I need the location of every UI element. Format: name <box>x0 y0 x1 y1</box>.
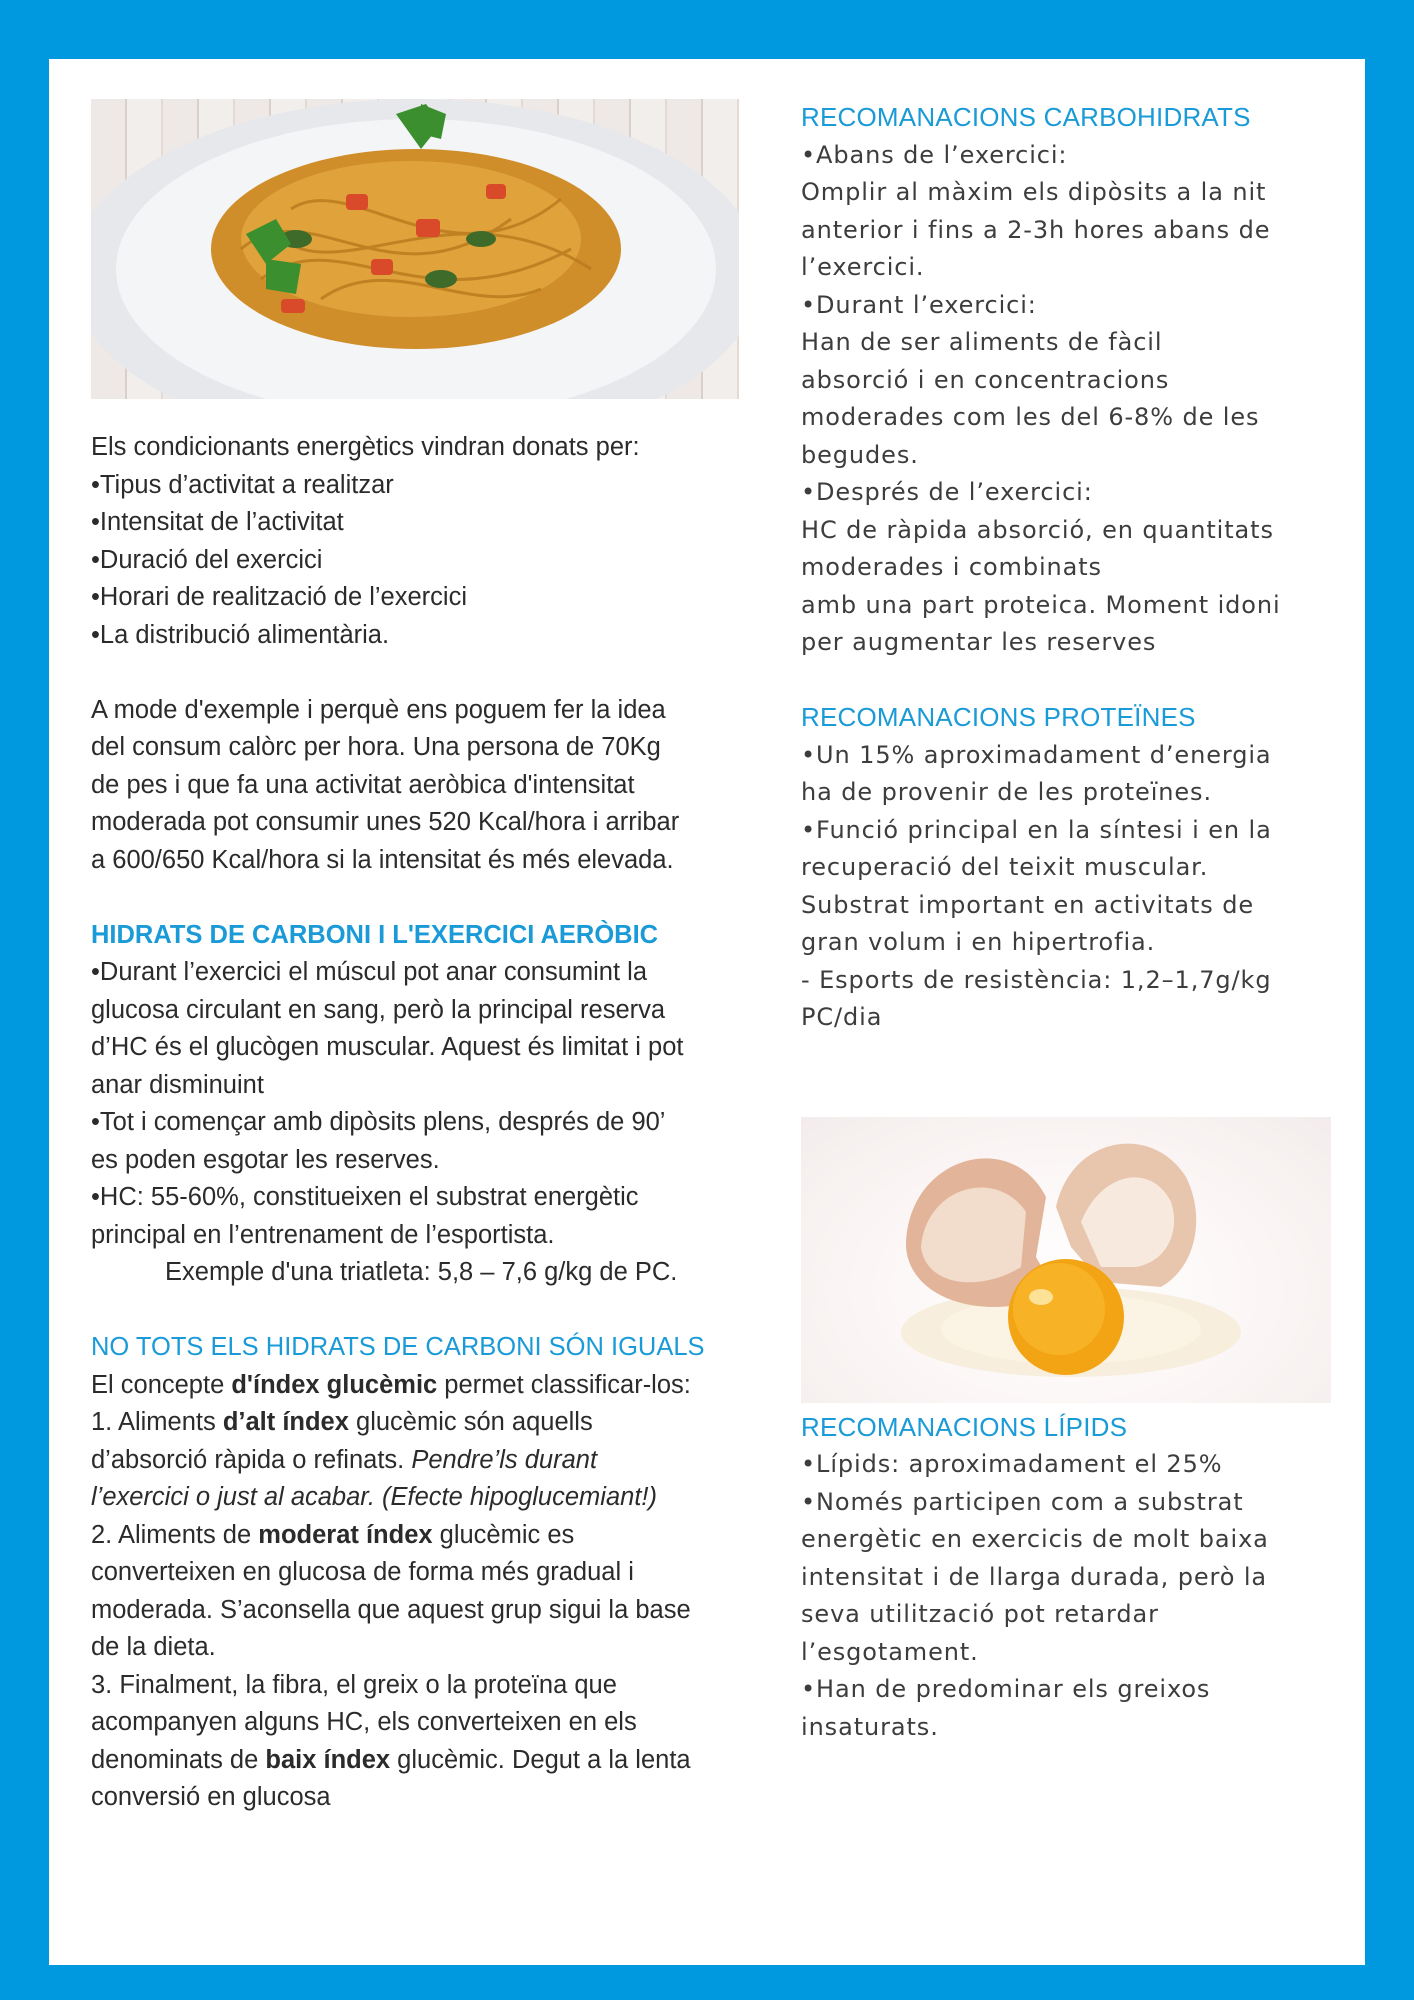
gi-section-title: NO TOTS ELS HIDRATS DE CARBONI SÓN IGUALS <box>91 1333 705 1361</box>
hc-line: •Tot i començar amb dipòsits plens, després de 90’ <box>91 1108 666 1136</box>
hc-line: •HC: 55-60%, constitueixen el substrat energètic <box>91 1183 639 1211</box>
carb-line: begudes. <box>801 440 919 469</box>
example-line: moderada pot consumir unes 520 Kcal/hora i arribar <box>91 808 680 836</box>
gi-line: moderada. S’aconsella que aquest grup sigui la base <box>91 1595 691 1624</box>
prot-line: gran volum i en hipertrofia. <box>801 928 1156 956</box>
carb-line: Omplir al màxim els dipòsits a la nit <box>801 178 1267 206</box>
lip-line: insaturats. <box>801 1712 939 1741</box>
egg-illustration <box>801 1117 1331 1403</box>
example-line: del consum calòrc per hora. Una persona de 70Kg <box>91 733 661 761</box>
prot-line: •Un 15% aproximadament d’energia <box>801 740 1272 769</box>
pasta-plate-photo <box>91 99 739 399</box>
prot-line: recuperació del teixit muscular. <box>801 853 1209 881</box>
lip-line: •Han de predominar els greixos <box>801 1675 1211 1703</box>
intro-bullet: •Intensitat de l’activitat <box>91 508 344 536</box>
intro-bullet: •Duració del exercici <box>91 545 323 574</box>
lip-line: •Lípids: aproximadament el 25% <box>801 1450 1223 1478</box>
carb-line: anterior i fins a 2-3h hores abans de <box>801 215 1271 244</box>
prot-line: ha de provenir de les proteïnes. <box>801 778 1212 806</box>
gi-line: 3. Finalment, la fibra, el greix o la proteïna que <box>91 1670 617 1699</box>
carb-line: amb una part proteica. Moment idoni <box>801 590 1281 619</box>
lip-line: energètic en exercicis de molt baixa <box>801 1525 1269 1553</box>
gi-line: denominats de baix índex glucèmic. Degut a la lenta <box>91 1745 691 1774</box>
prot-line: •Funció principal en la síntesi i en la <box>801 815 1272 844</box>
hc-section-title: HIDRATS DE CARBONI I L'EXERCICI AERÒBIC <box>91 920 659 949</box>
gi-line: acompanyen alguns HC, els converteixen en els <box>91 1708 637 1736</box>
gi-line: de la dieta. <box>91 1633 216 1661</box>
right-column <box>801 99 1341 1746</box>
hc-example: Exemple d'una triatleta: 5,8 – 7,6 g/kg de PC. <box>165 1258 678 1286</box>
carb-line: l’exercici. <box>801 253 925 281</box>
carb-line: absorció i en concentracions <box>801 365 1170 394</box>
gi-line: conversió en glucosa <box>91 1783 331 1811</box>
hc-line: glucosa circulant en sang, però la principal reserva <box>91 995 666 1024</box>
carb-line: HC de ràpida absorció, en quantitats <box>801 515 1274 544</box>
carb-line: per augmentar les reserves <box>801 628 1157 656</box>
intro-bullet: •Horari de realització de l’exercici <box>91 583 467 611</box>
page <box>49 59 1365 1965</box>
example-line: a 600/650 Kcal/hora si la intensitat és més elevada. <box>91 845 674 874</box>
carb-line: Han de ser aliments de fàcil <box>801 328 1163 356</box>
gi-line: converteixen en glucosa de forma més gradual i <box>91 1558 634 1586</box>
example-line: de pes i que fa una activitat aeròbica d'intensitat <box>91 770 635 799</box>
left-column <box>91 99 791 1817</box>
gi-line: d’absorció ràpida o refinats. Pendre’ls durant <box>91 1445 598 1474</box>
carb-line: moderades i combinats <box>801 553 1102 581</box>
carb-line: •Abans de l’exercici: <box>801 140 1068 169</box>
hc-line: principal en l’entrenament de l’esportista. <box>91 1220 555 1249</box>
intro-bullet: •La distribució alimentària. <box>91 620 390 649</box>
lip-line: •Només participen com a substrat <box>801 1487 1244 1516</box>
carb-section-title: RECOMANACIONS CARBOHIDRATS <box>801 102 1251 132</box>
lip-line: intensitat i de llarga durada, però la <box>801 1562 1268 1591</box>
prot-line: Substrat important en activitats de <box>801 890 1255 919</box>
cracked-egg-photo <box>801 1117 1331 1403</box>
carb-line: •Després de l’exercici: <box>801 478 1093 506</box>
prot-line: - Esports de resistència: 1,2–1,7g/kg <box>801 965 1272 994</box>
lip-line: seva utilització pot retardar <box>801 1600 1159 1628</box>
lip-section-title: RECOMANACIONS LÍPIDS <box>801 1411 1128 1442</box>
hc-line: es poden esgotar les reserves. <box>91 1145 440 1174</box>
lip-line: l’esgotament. <box>801 1637 979 1666</box>
intro-line: Els condicionants energètics vindran donats per: <box>91 433 640 461</box>
hc-line: anar disminuint <box>91 1070 264 1099</box>
hc-line: d’HC és el glucògen muscular. Aquest és limitat i pot <box>91 1033 684 1061</box>
gi-line: 2. Aliments de moderat índex glucèmic es <box>91 1520 575 1549</box>
hc-line: •Durant l’exercici el múscul pot anar consumint la <box>91 958 647 986</box>
pasta-illustration <box>91 99 739 399</box>
prot-section-title: RECOMANACIONS PROTEÏNES <box>801 702 1196 732</box>
intro-bullet: •Tipus d’activitat a realitzar <box>91 470 394 499</box>
gi-line: 1. Aliments d’alt índex glucèmic són aquells <box>91 1408 593 1436</box>
carb-line: •Durant l’exercici: <box>801 290 1037 319</box>
prot-line: PC/dia <box>801 1003 883 1031</box>
gi-line: El concepte d'índex glucèmic permet classificar-los: <box>91 1370 691 1399</box>
gi-line: l’exercici o just al acabar. (Efecte hipoglucemiant!) <box>91 1483 657 1511</box>
carb-line: moderades com les del 6-8% de les <box>801 403 1260 431</box>
example-line: A mode d'exemple i perquè ens poguem fer la idea <box>91 695 666 724</box>
